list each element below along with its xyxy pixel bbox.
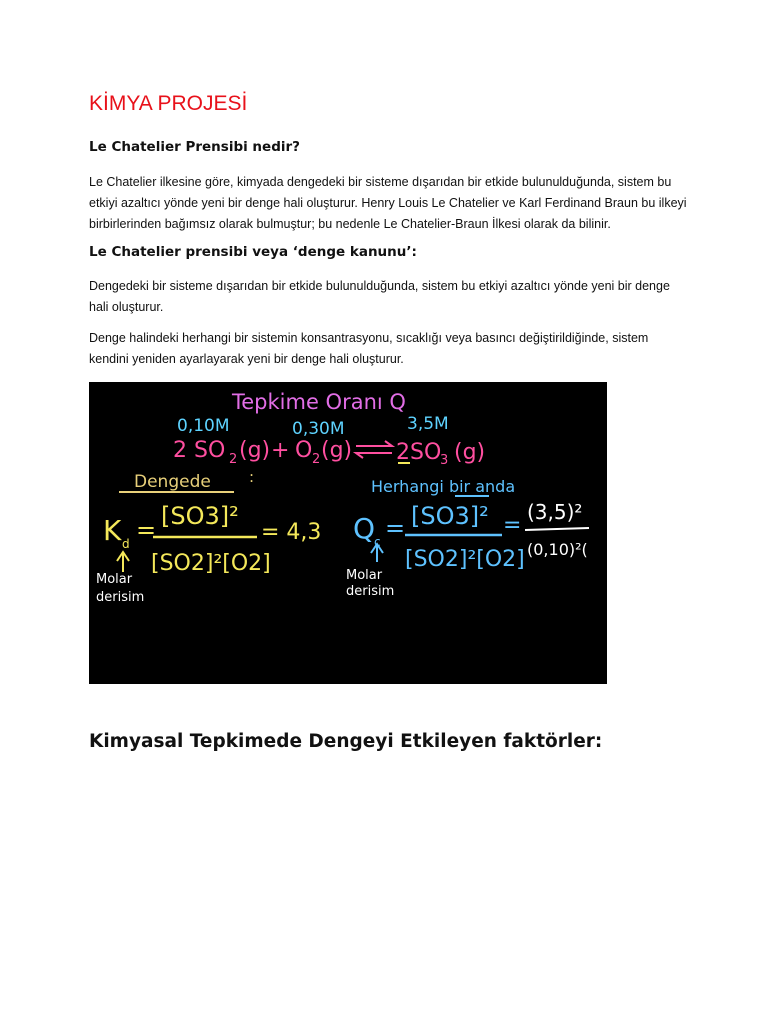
section-heading-what-is: Le Chatelier Prensibi nedir?	[89, 139, 300, 155]
label-dengede-colon: :	[249, 468, 255, 486]
paragraph-equilibrium-1: Dengedeki bir sisteme dışarıdan bir etkide bulunulduğunda, sistem bu etkiyi azaltıcı yönde yeni bir denge hali oluşturur.	[89, 279, 670, 314]
molar-note-left-2: derisim	[96, 590, 145, 605]
reactant-so2-sub: 2	[229, 452, 238, 467]
qc-numerator: [SO3]²	[411, 502, 489, 530]
reactant-so2: 2 SO	[173, 438, 226, 463]
qc-symbol: Q	[353, 512, 376, 545]
kd-numerator: [SO3]²	[161, 502, 239, 530]
qc-equals-2: =	[503, 513, 522, 538]
molar-arrow-right	[371, 544, 383, 562]
kd-equals: =	[136, 516, 157, 544]
qc-value-numerator: (3,5)²	[527, 500, 583, 524]
product-so3-state: (g)	[454, 440, 486, 465]
any-moment-side	[346, 477, 589, 599]
reaction-equation	[173, 438, 485, 468]
reactant-o2: O	[295, 438, 313, 463]
reactant-so2-state: (g)	[239, 438, 271, 463]
section-heading-equilibrium-law: Le Chatelier prensibi veya ‘denge kanunu’:	[89, 244, 417, 260]
qc-denominator: [SO2]²[O2]	[405, 547, 525, 572]
product-so3: 2SO	[396, 440, 442, 465]
document-title: KİMYA PROJESİ	[89, 92, 248, 115]
qc-subscript: c	[374, 535, 381, 549]
molar-note-left-1: Molar	[96, 572, 133, 587]
equilibrium-arrows	[356, 441, 392, 458]
molar-arrow-left	[117, 552, 129, 572]
figure-title: Tepkime Oranı Q	[232, 390, 406, 414]
kd-denominator: [SO2]²[O2]	[151, 551, 271, 576]
kd-symbol: K	[103, 514, 122, 547]
qc-equals: =	[385, 514, 406, 542]
equilibrium-side	[96, 468, 321, 605]
paragraph-definition: Le Chatelier ilkesine göre, kimyada dengedeki bir sisteme dışarıdan bir etkide bulunulduğunda, sistem bu etkiyi azaltıcı yönde yeni bir denge hali oluşturur. Henry Louis Le Chatelier ve Karl Ferdinand Braun bu ilkeyi birbirlerinden bağımsız olarak bulmuştur; bu nedenle Le Chatelier-Braun İlkesi olarak da bilinir.	[89, 175, 687, 231]
reaction-quotient-diagram	[89, 382, 607, 684]
kd-subscript: d	[122, 537, 130, 551]
qc-value-denominator: (0,10)²(	[527, 540, 588, 559]
conc-o2: 0,30M	[292, 419, 345, 439]
molar-note-right-1: Molar	[346, 568, 383, 583]
section-heading-factors: Kimyasal Tepkimede Dengeyi Etkileyen faktörler:	[89, 731, 603, 752]
kd-value: = 4,3	[261, 520, 322, 545]
molar-note-right-2: derisim	[346, 584, 395, 599]
conc-so2: 0,10M	[177, 416, 230, 436]
conc-so3: 3,5M	[407, 414, 449, 434]
paragraph-equilibrium-2: Denge halindeki herhangi bir sistemin konsantrasyonu, sıcaklığı veya basıncı değiştirildiğinde, sistem kendini yeniden ayarlayarak yeni bir denge hali oluşturur.	[89, 331, 649, 366]
blackboard-figure	[89, 382, 607, 684]
plus-sign: +	[271, 438, 290, 463]
label-dengede: Dengede	[134, 472, 211, 492]
reactant-o2-state: (g)	[321, 438, 353, 463]
label-herhangi: Herhangi bir anda	[371, 477, 516, 496]
product-so3-sub: 3	[440, 453, 449, 468]
reactant-o2-sub: 2	[312, 452, 321, 467]
qc-value-fraction-bar	[525, 528, 589, 530]
